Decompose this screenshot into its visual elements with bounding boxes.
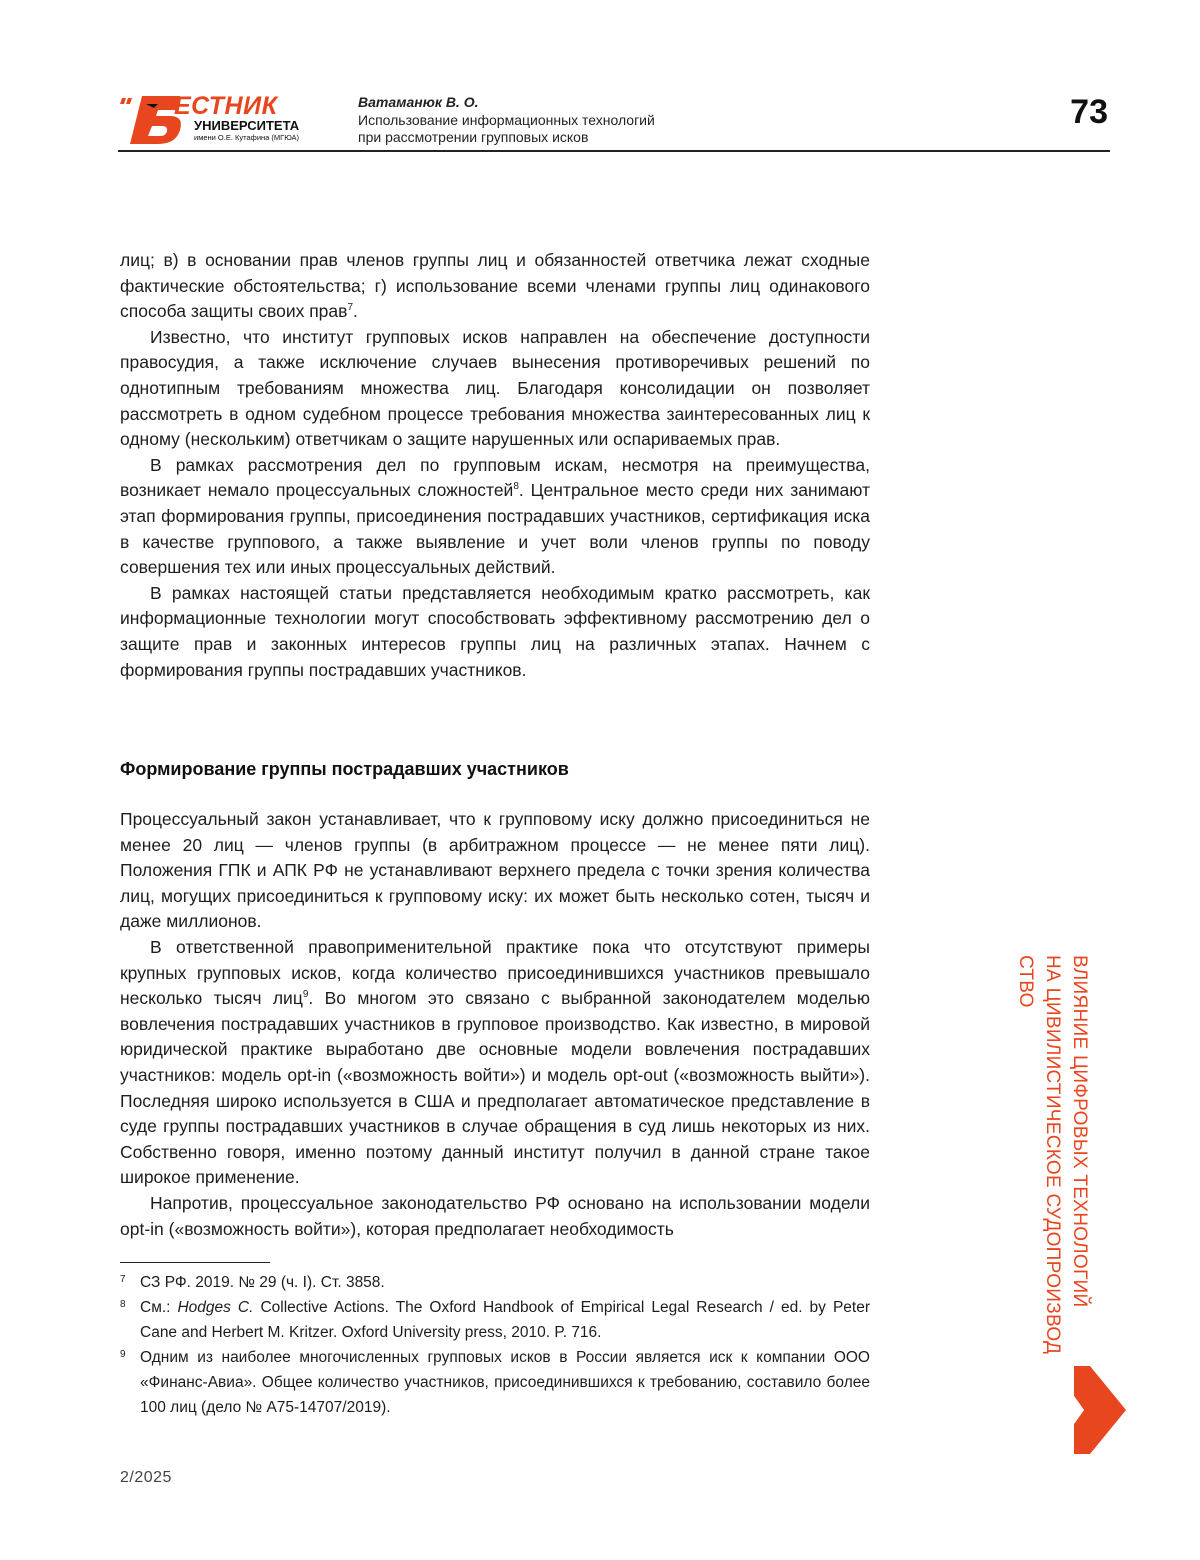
paragraph-4: В рамках настоящей статьи представляется необходимым кратко рассмотреть, как информационные технологии могут способствовать эффективному рассмотрению дел о защите прав и законных интересов группы лиц на различных этапах. Начнем с формирования группы пострадавших участников.: [120, 581, 870, 683]
side-title-line-1: ВЛИЯНИЕ ЦИФРОВЫХ ТЕХНОЛОГИЙ: [1066, 955, 1093, 1354]
section-side-title: [1012, 955, 1093, 1354]
paragraph-1: [120, 248, 870, 325]
paragraph-1-end: .: [353, 301, 358, 321]
paragraph-6-text-a: В ответственной правоприменительной практике пока что отсутствуют примеры крупных групповых исков, когда количество присоединившихся участников превышало несколько тысяч лиц: [120, 937, 870, 1008]
running-title-line-2: при рассмотрении групповых исков: [358, 129, 808, 146]
footnote-number: 8: [120, 1292, 126, 1317]
paragraph-2: Известно, что институт групповых исков направлен на обеспечение доступности правосудия, а также исключение случаев вынесения противоречивых решений по однотипным требованиям множества лиц. Благодаря консолидации он позволяет рассмотреть в одном судебном процессе требования множества заинтересованных лиц к одному (нескольким) ответчикам о защите нарушенных или оспариваемых прав.: [120, 325, 870, 453]
paragraph-5: Процессуальный закон устанавливает, что к групповому иску должно присоединиться не менее 20 лиц — членов группы (в арбитражном процессе — не менее пяти лиц). Положения ГПК и АПК РФ не устанавливают верхнего предела с точки зрения количества лиц, могущих присоединиться к групповому иску: их может быть несколько сотен, тысяч и даже миллионов.: [120, 807, 870, 935]
paragraph-3-text-a: В рамках рассмотрения дел по групповым искам, несмотря на преимущества, возникает немало процессуальных сложностей: [120, 455, 870, 501]
paragraph-6: [120, 935, 870, 1191]
journal-logo: [118, 92, 323, 148]
side-title-line-3: СТВО: [1012, 955, 1039, 1354]
footnote-9: [120, 1345, 870, 1420]
footnote-number: 9: [120, 1342, 126, 1367]
paragraph-1-text: лиц; в) в основании прав членов группы лиц и обязанностей ответчика лежат сходные фактические обстоятельства; г) использование всеми членами группы лиц одинакового способа защиты своих прав: [120, 250, 870, 321]
footnote-ref-9[interactable]: 9: [303, 989, 309, 1000]
header-divider: [118, 150, 1110, 152]
arrow-right-icon: [1070, 1362, 1130, 1458]
logo-caption: имени О.Е. Кутафина (МГЮА): [194, 133, 299, 142]
paragraph-3: [120, 453, 870, 581]
footnote-divider: [120, 1262, 270, 1263]
footnotes: [120, 1270, 870, 1420]
article-author: Ватаманюк В. О.: [358, 94, 479, 110]
paragraph-3-text-b: . Центральное место среди них занимают этап формирования группы, присоединения пострадавших участников, сертификация иска в качестве группового, а также выявление и учет воли членов группы по поводу совершения тех или иных процессуальных действий.: [120, 480, 870, 577]
issue-number: 2/2025: [120, 1468, 172, 1488]
footnote-ref-8[interactable]: 8: [513, 482, 519, 493]
footnote-8: [120, 1295, 870, 1345]
logo-title: ЕСТНИК: [174, 93, 277, 119]
footnote-text: Collective Actions. The Oxford Handbook of Empirical Legal Research / ed. by Peter Cane and Herbert M. Kritzer. Oxford University press, 2010. P. 716.: [140, 1299, 870, 1341]
paragraph-7: Напротив, процессуальное законодательство РФ основано на использовании модели opt-in («возможность войти»), которая предполагает необходимость: [120, 1191, 870, 1242]
section-heading: Формирование группы пострадавших участников: [120, 757, 870, 781]
footnote-author: Hodges C.: [177, 1299, 253, 1316]
footnote-number: 7: [120, 1267, 126, 1292]
footnote-text: Одним из наиболее многочисленных групповых исков в России является иск к компании ООО «Финанс-Авиа». Общее количество участников, присоединившихся к требованию, составило более 100 лиц (дело № А75-14707/2019).: [140, 1349, 870, 1416]
footnote-prefix: См.:: [140, 1299, 177, 1316]
page-header: [118, 92, 1110, 152]
side-title-line-2: НА ЦИВИЛИСТИЧЕСКОЕ СУДОПРОИЗВОД: [1039, 955, 1066, 1354]
article-running-title: [358, 112, 808, 146]
paragraph-6-text-b: . Во многом это связано с выбранной законодателем моделью вовлечения пострадавших участников в групповое производство. Как известно, в мировой юридической практике выработано две основные модели вовлечения пострадавших участников: модель opt-in («возможность войти») и модель opt-out («возможность выйти»). Последняя широко используется в США и предполагает автоматическое представление в суде группы пострадавших участников в случае обращения в суд лишь некоторых из них. Собственно говоря, именно поэтому данный институт получил в данной стране такое широкое применение.: [120, 988, 870, 1187]
article-body-top: [120, 248, 870, 683]
footnote-text: СЗ РФ. 2019. № 29 (ч. I). Ст. 3858.: [140, 1274, 385, 1291]
page-number: 73: [1070, 94, 1108, 130]
footnote-ref-7[interactable]: 7: [347, 302, 353, 313]
footnote-7: [120, 1270, 870, 1295]
running-title-line-1: Использование информационных технологий: [358, 112, 808, 129]
logo-subtitle: УНИВЕРСИТЕТА: [194, 119, 299, 133]
article-body-section: [120, 807, 870, 1242]
